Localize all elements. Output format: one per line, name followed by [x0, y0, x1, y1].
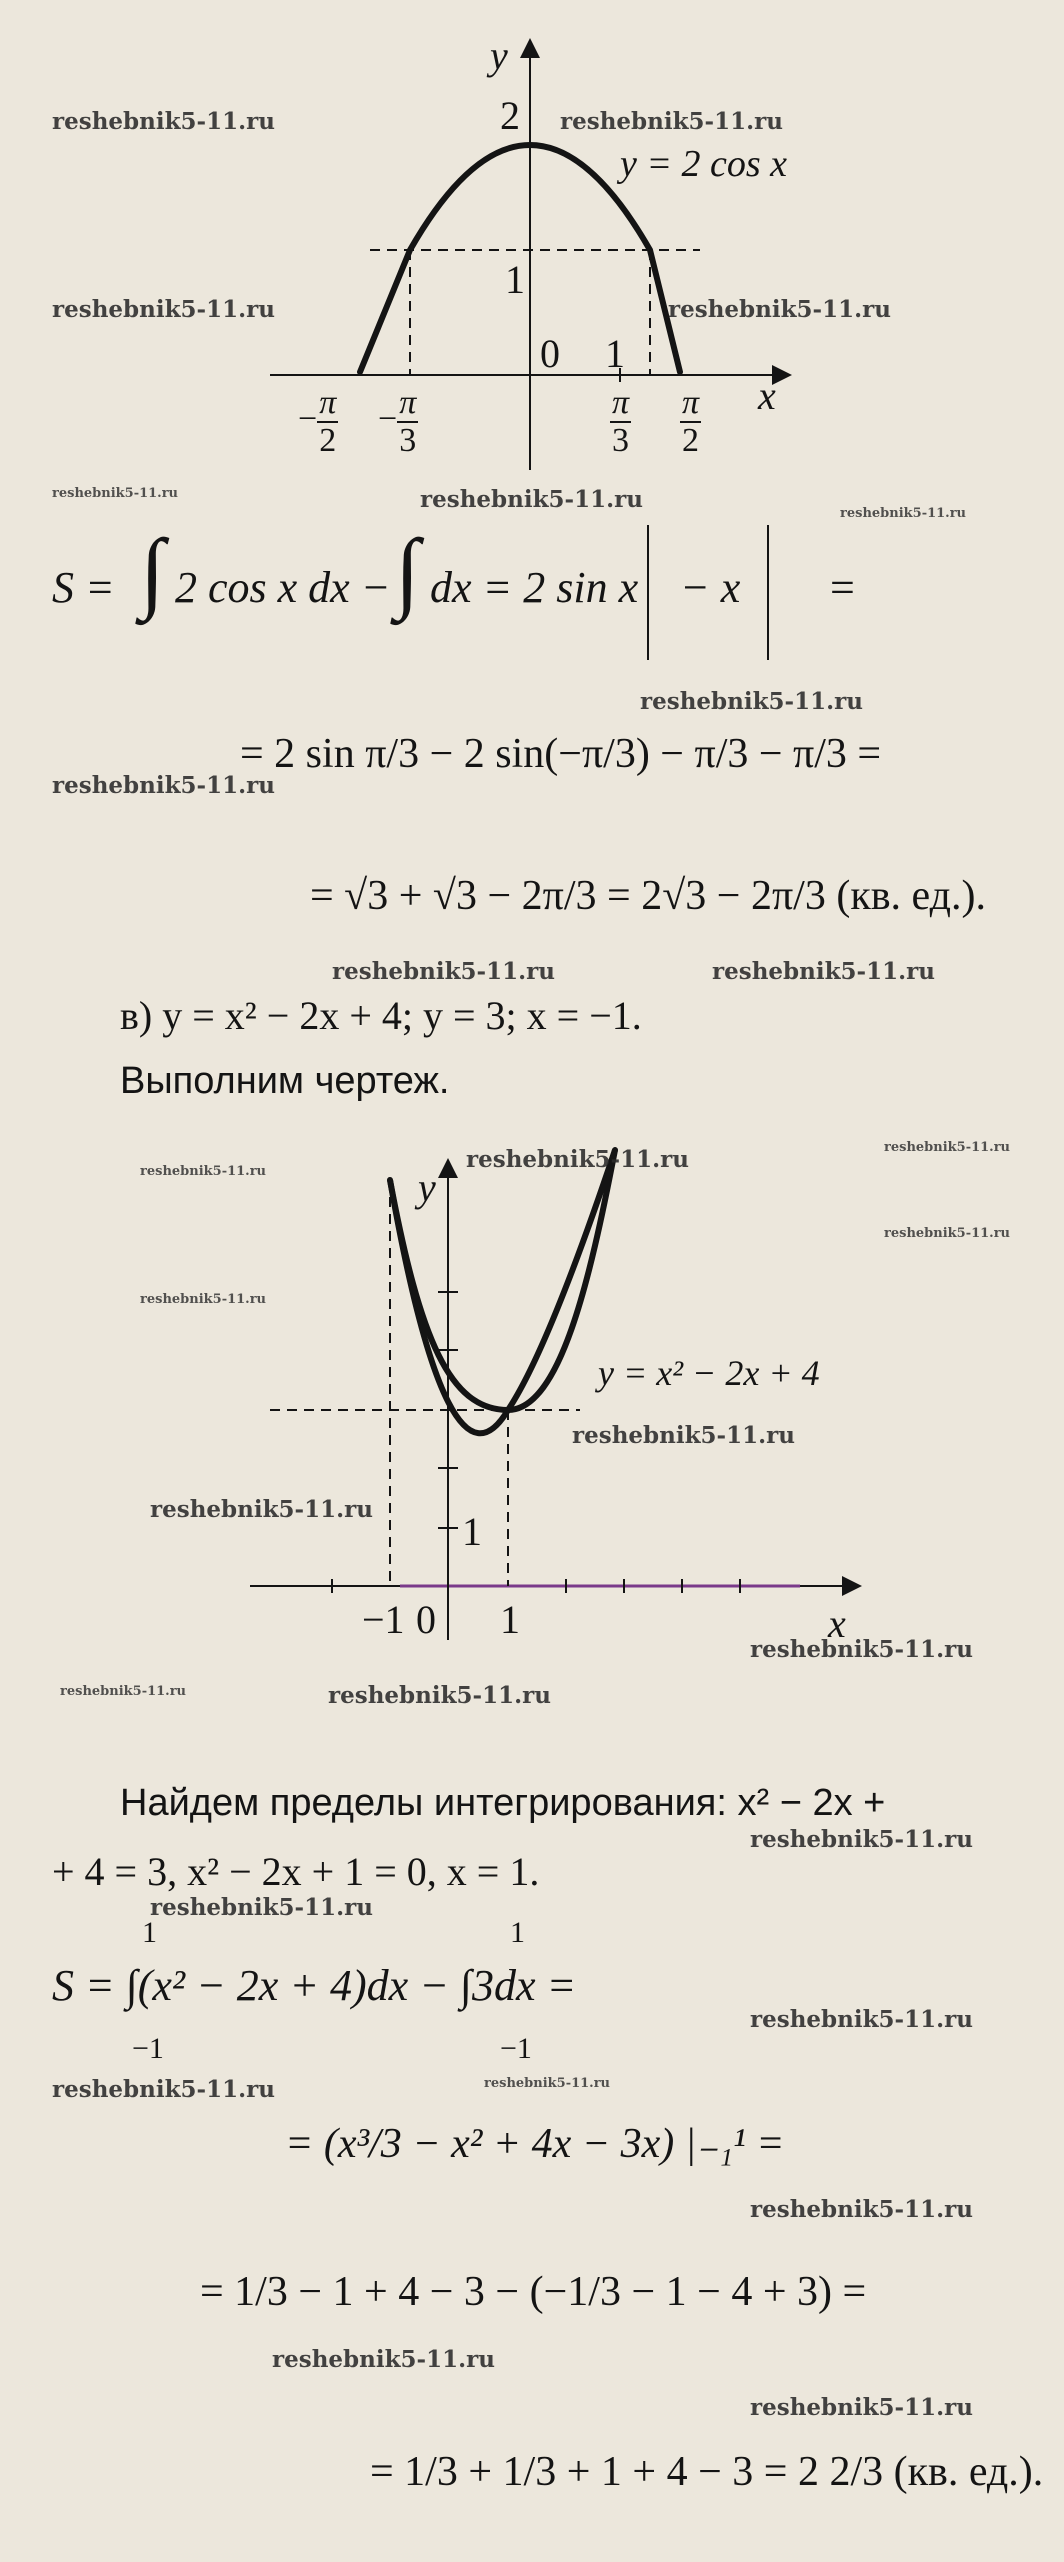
watermark: reshebnik5-11.ru — [668, 296, 891, 323]
graph2-xtick-1: 1 — [500, 1597, 520, 1642]
part-b-integral-2: ∫ — [395, 522, 420, 621]
graph2-tick-1: 1 — [462, 1509, 482, 1554]
watermark: reshebnik5-11.ru — [52, 486, 179, 501]
limits-line1: Найдем пределы интегрирования: x² − 2x + — [120, 1782, 886, 1824]
limits-line2: + 4 = 3, x² − 2x + 1 = 0, x = 1. — [52, 1849, 540, 1894]
graph1-xtick-neg-pi2: − $\frac{\pi}{2}$ — [298, 384, 337, 459]
part-b-line3: = √3 + √3 − 2π/3 = 2√3 − 2π/3 (кв. ед.). — [310, 873, 986, 919]
integral-c-lower-1: −1 — [132, 2032, 164, 2065]
watermark: reshebnik5-11.ru — [52, 108, 275, 135]
watermark: reshebnik5-11.ru — [572, 1422, 795, 1449]
watermark: reshebnik5-11.ru — [466, 1146, 689, 1173]
integral-c-result: = 1/3 + 1/3 + 1 + 4 − 3 = 2 2/3 (кв. ед.). — [370, 2449, 1044, 2495]
watermark: reshebnik5-11.ru — [60, 1684, 187, 1699]
watermark: reshebnik5-11.ru — [560, 108, 783, 135]
part-b-int1-body: 2 cos x dx − — [175, 563, 391, 612]
watermark: reshebnik5-11.ru — [420, 486, 643, 513]
watermark: reshebnik5-11.ru — [484, 2076, 611, 2091]
graph1-tick-1: 1 — [505, 257, 525, 302]
graph1-curve-label: y = 2 cos x — [620, 143, 788, 185]
watermark: reshebnik5-11.ru — [750, 2006, 973, 2033]
part-b-line2: = 2 sin π/3 − 2 sin(−π/3) − π/3 − π/3 = — [240, 731, 882, 777]
part-b-eq: = — [830, 563, 855, 612]
watermark: reshebnik5-11.ru — [750, 1636, 973, 1663]
integral-c-upper-1: 1 — [142, 1916, 157, 1949]
watermark: reshebnik5-11.ru — [640, 688, 863, 715]
graph1-x-label: x — [758, 373, 776, 418]
graph1-y-label: y — [490, 33, 508, 78]
graph1-origin: 0 — [540, 331, 560, 376]
watermark: reshebnik5-11.ru — [884, 1226, 1011, 1241]
integral-c-upper-2: 1 — [510, 1916, 525, 1949]
integral-c-lower-2: −1 — [500, 2032, 532, 2065]
watermark: reshebnik5-11.ru — [150, 1496, 373, 1523]
watermark: reshebnik5-11.ru — [328, 1682, 551, 1709]
part-c-heading: в) y = x² − 2x + 4; y = 3; x = −1. — [120, 993, 642, 1038]
graph-cosine — [0, 0, 1064, 480]
part-c-instruction: Выполним чертеж. — [120, 1060, 450, 1102]
watermark: reshebnik5-11.ru — [272, 2346, 495, 2373]
part-b-int2-body: dx = 2 sin x — [430, 563, 639, 612]
graph2-x-label: x — [828, 1601, 846, 1646]
watermark: reshebnik5-11.ru — [712, 958, 935, 985]
graph1-xtick-pi3: $\frac{\pi}{3}$ — [612, 384, 630, 459]
watermark: reshebnik5-11.ru — [750, 2394, 973, 2421]
watermark: reshebnik5-11.ru — [332, 958, 555, 985]
graph2-y-label: y — [418, 1165, 436, 1210]
watermark: reshebnik5-11.ru — [840, 506, 967, 521]
integral-c-S: S = ∫(x² − 2x + 4)dx − ∫3dx = — [52, 1961, 577, 2010]
watermark: reshebnik5-11.ru — [52, 772, 275, 799]
graph-parabola — [0, 1120, 1064, 1680]
watermark: reshebnik5-11.ru — [52, 2076, 275, 2103]
integral-c-eval: = 1/3 − 1 + 4 − 3 − (−1/3 − 1 − 4 + 3) = — [200, 2269, 867, 2315]
graph1-xtick-neg-pi3: − $\frac{\pi}{3}$ — [378, 384, 417, 459]
watermark: reshebnik5-11.ru — [750, 1826, 973, 1853]
graph1-x-tick-1: 1 — [605, 331, 625, 376]
part-b-integral-1: ∫ — [140, 522, 165, 621]
watermark: reshebnik5-11.ru — [140, 1292, 267, 1307]
graph2-xtick-m1: −1 — [362, 1597, 405, 1642]
part-b-mid: − x — [680, 563, 741, 612]
watermark: reshebnik5-11.ru — [884, 1140, 1011, 1155]
watermark: reshebnik5-11.ru — [140, 1164, 267, 1179]
graph2-origin: 0 — [416, 1597, 436, 1642]
watermark: reshebnik5-11.ru — [750, 2196, 973, 2223]
graph1-tick-2: 2 — [500, 93, 520, 138]
graph2-curve-label: y = x² − 2x + 4 — [598, 1353, 820, 1393]
watermark: reshebnik5-11.ru — [150, 1894, 373, 1921]
graph1-xtick-pi2: $\frac{\pi}{2}$ — [682, 384, 700, 459]
integral-c-antideriv: = (x³/3 − x² + 4x − 3x) |₋₁¹ = — [285, 2121, 785, 2167]
watermark: reshebnik5-11.ru — [52, 296, 275, 323]
part-b-S: S = — [52, 563, 115, 612]
